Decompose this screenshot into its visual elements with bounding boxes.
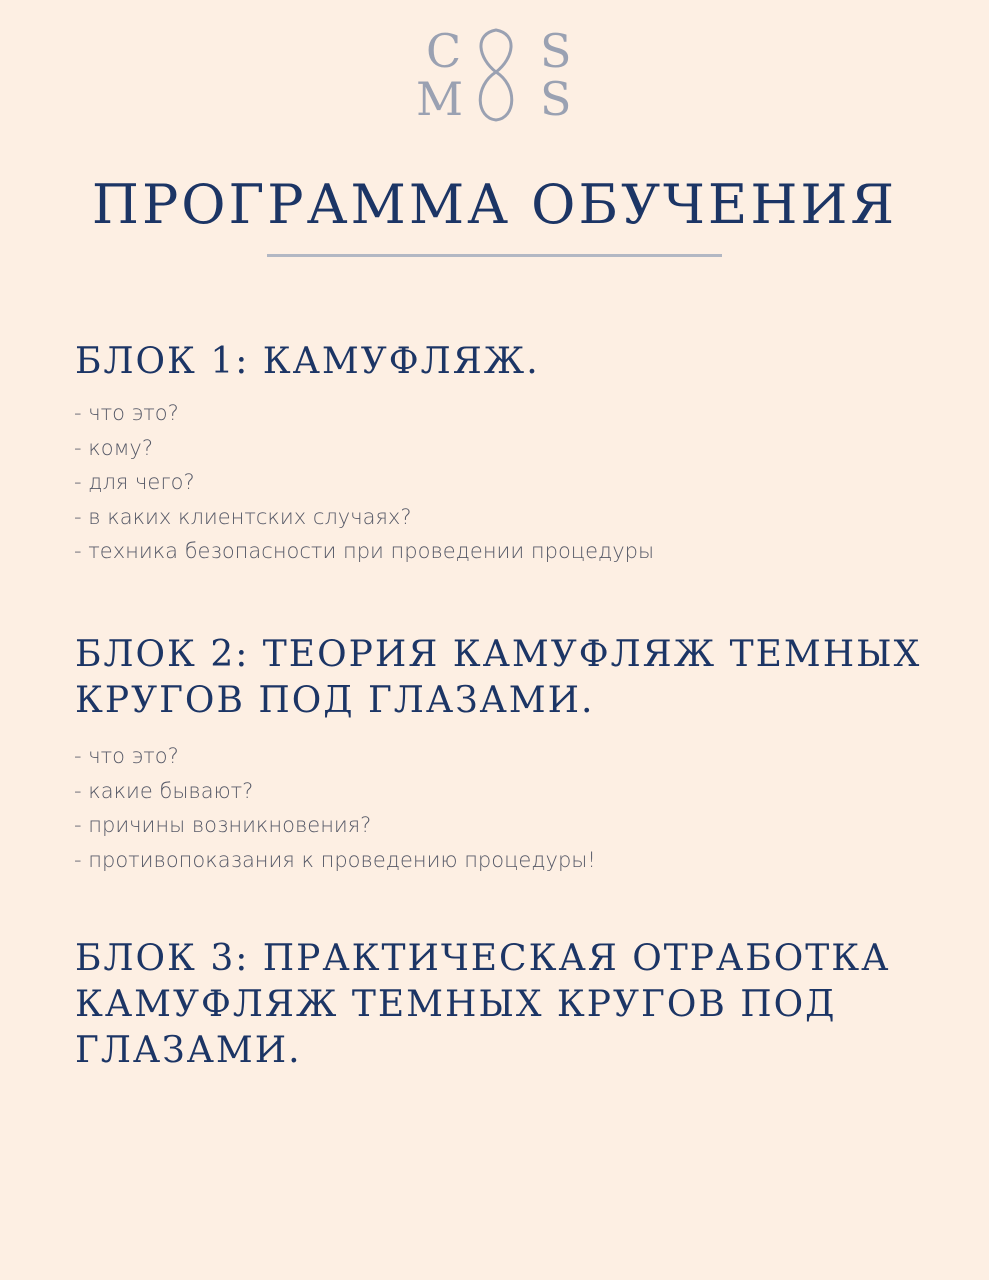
list-item: - причины возникновения? (74, 813, 372, 837)
list-item: - что это? (74, 744, 179, 768)
list-item: - что это? (74, 401, 179, 425)
list-item: - техника безопасности при проведении процедуры (74, 539, 655, 563)
cosmos-logo (412, 22, 580, 126)
list-item: - какие бывают? (74, 778, 254, 803)
block-2-title: БЛОК 2: ТЕОРИЯ КАМУФЛЯЖ ТЕМНЫХ КРУГОВ ПОД ГЛАЗАМИ. (75, 634, 922, 721)
list-item: - в каких клиентских случаях? (74, 504, 412, 529)
title-divider (267, 254, 722, 257)
block-3-title: БЛОК 3: ПРАКТИЧЕСКАЯ ОТРАБОТКА КАМУФЛЯЖ ТЕМНЫХ КРУГОВ ПОД ГЛАЗАМИ. (75, 938, 891, 1071)
list-item: - противопоказания к проведению процедуры! (74, 847, 596, 872)
list-item: - кому? (74, 435, 153, 460)
list-item: - для чего? (74, 470, 195, 494)
logo-letter-s: S (540, 72, 572, 126)
block-1-list (74, 396, 934, 569)
page-title: ПРОГРАММА ОБУЧЕНИЯ (91, 173, 898, 236)
block-1-title: БЛОК 1: КАМУФЛЯЖ. (75, 341, 540, 382)
block-2-list (74, 739, 934, 877)
logo-letter-c: C (426, 24, 462, 78)
logo-letter-m: M (416, 72, 464, 126)
logo-letter-s: S (540, 24, 572, 78)
